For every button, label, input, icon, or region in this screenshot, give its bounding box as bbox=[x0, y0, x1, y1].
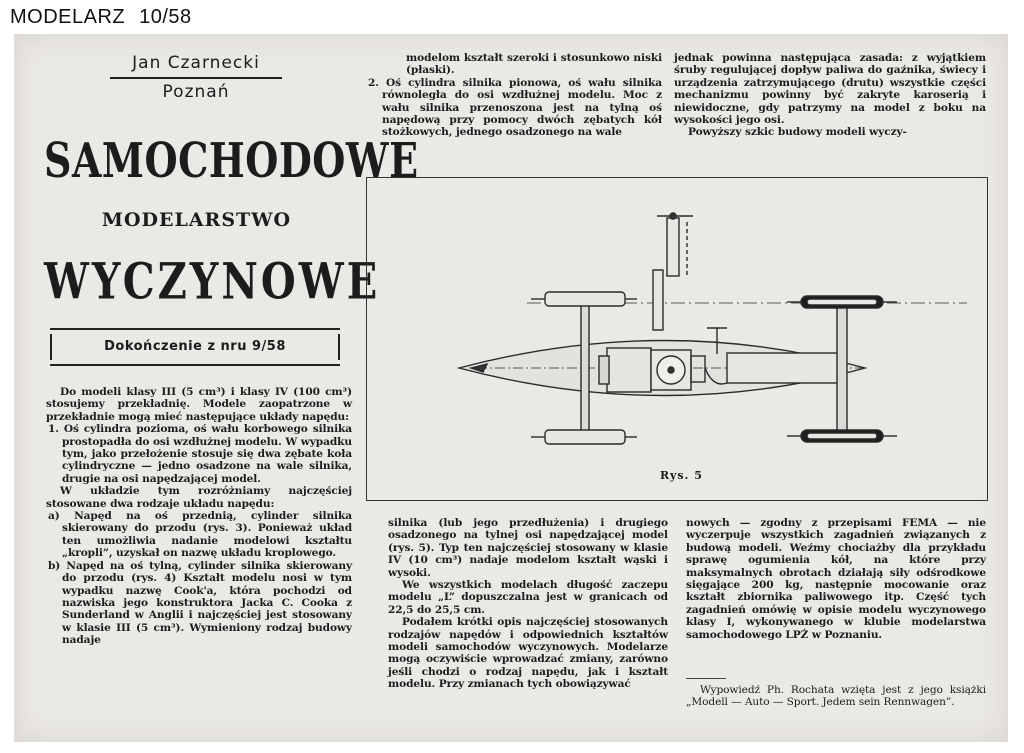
paragraph: jednak powinna następująca zasada: z wyjątkiem śruby regulującej dopływ paliwa do gaźnika, świecy i urządzenia zatrzymującego (drutu) wszystkie części mechanizmu powinny być zakryte karoserią i niewidoczne, gdy patrzymy na model z boku na wysokości jego osi. bbox=[674, 52, 986, 127]
list-item: a) Napęd na oś przednią, cylinder silnika skierowany do przodu (rys. 3). Ponieważ układ ten umożliwia nadanie modelowi kształtu „kropli”, uzyskał on nazwę układu kroplowego. bbox=[48, 510, 352, 560]
front-wheel-bottom bbox=[545, 430, 625, 444]
scanned-article bbox=[14, 34, 1008, 742]
magazine-name: MODELARZ bbox=[10, 6, 126, 28]
paragraph: silnika (lub jego przedłużenia) i drugiego osadzonego na tylnej osi napędzającej model (rys. 5). Typ ten najczęściej stosowany w klasie IV (10 cm³) nadaje modelom kształt wąski i wysoki. bbox=[388, 517, 668, 579]
paragraph: We wszystkich modelach długość zaczepu modelu „L” dopuszczalna jest w granicach od 22,5 do 25,5 cm. bbox=[388, 579, 668, 616]
drive-shaft bbox=[653, 270, 663, 330]
column-3-top bbox=[674, 52, 986, 139]
page-header bbox=[10, 6, 192, 29]
paragraph: modelom kształt szeroki i stosunkowo niski (płaski). bbox=[406, 52, 662, 77]
paragraph: Do modeli klasy III (5 cm³) i klasy IV (100 cm³) stosujemy przekładnię. Modele zaopatrzone w przekładnie mogą mieć następujące układy napędu: bbox=[46, 386, 352, 423]
author-block bbox=[106, 50, 286, 106]
list-item: 2. Oś cylindra silnika pionowa, oś wału silnika równoległa do osi wzdłużnej modelu. Moc z wału silnika przenoszona jest na tylną oś napędową przy pomocy dwóch zębatych kół stożkowych, jednego osadzonego na wale bbox=[368, 76, 662, 139]
paragraph: Powyższy szkic budowy modeli wyczy- bbox=[688, 126, 907, 139]
title-line-1: SAMOCHODOWE bbox=[44, 132, 419, 189]
issue-number: 10/58 bbox=[139, 6, 192, 28]
list-item: b) Napęd na oś tylną, cylinder silnika skierowany do przodu (rys. 4) Kształt modelu nosi w tym wypadku nazwę Cook'a, która pochodzi od nazwiska jego konstruktora Jacka C. Cooka z Sunderland w Anglii i najczęściej jest stosowany w klasie III (5 cm³). Wymieniony rodzaj budowy nadaje bbox=[48, 559, 352, 647]
chassis-drawing bbox=[367, 178, 987, 500]
title-line-2: MODELARSTWO bbox=[101, 209, 292, 231]
column-1 bbox=[46, 386, 352, 647]
continuation-box bbox=[50, 328, 340, 366]
paragraph: W układzie tym rozróżniamy najczęściej stosowane dwa rodzaje układu napędu: bbox=[46, 485, 352, 510]
author-city: Poznań bbox=[162, 81, 230, 102]
rear-axle bbox=[837, 302, 847, 440]
gear-housing bbox=[607, 348, 651, 392]
note-divider bbox=[686, 678, 726, 679]
figure-caption: Rys. 5 bbox=[660, 469, 703, 482]
figure-rys-5 bbox=[366, 177, 988, 501]
front-wheel-top bbox=[545, 292, 625, 306]
source-note: Wypowiedź Ph. Rochata wzięta jest z jego książki „Modell — Auto — Sport. Jedem sein Rennwagen”. bbox=[686, 684, 986, 709]
paragraph: nowych — zgodny z przepisami FEMA — nie wyczerpuje wszystkich zagadnień związanych z budową modeli. Weźmy chociażby dla przykładu sprawę ogumienia kół, na które przy maksymalnych obrotach działają siły odśrodkowe sięgające 200 kg, następnie mocowanie oraz kształt zbiornika paliwowego itp. Część tych zagadnień omówię w opisie modelu wyczynowego klasy I, wykonywanego w klubie modelarstwa samochodowego LPŻ w Poznaniu. bbox=[686, 517, 986, 641]
list-item: 1. Oś cylindra pozioma, oś wału korbowego silnika prostopadła do osi wzdłużnej modelu. W wypadku tym, jako przełożenie stosuje się dwa zębate koła cylindryczne — jedno osadzone na wale silnika, drugie na osi napędzającej model. bbox=[48, 423, 352, 485]
front-axle bbox=[581, 298, 589, 440]
fuel-tank bbox=[727, 353, 845, 383]
author-name: Jan Czarnecki bbox=[132, 53, 260, 73]
column-3-bottom bbox=[686, 517, 986, 641]
title-line-3: WYCZYNOWE bbox=[44, 252, 381, 311]
column-2-bottom bbox=[388, 517, 668, 691]
cylinder-head bbox=[667, 218, 679, 276]
column-2-top bbox=[366, 52, 662, 139]
continuation-note: Dokończenie z nru 9/58 bbox=[104, 339, 286, 354]
paragraph: Podałem krótki opis najczęściej stosowanych rodzajów napędów i odpowiednich kształtów modeli samochodów wyczynowych. Modelarze mogą oczywiście wprowadzać zmiany, zarówno jeśli chodzi o rodzaj napędu, jak i kształt modelu. Przy zmianach tych obowiązywać bbox=[388, 616, 668, 691]
